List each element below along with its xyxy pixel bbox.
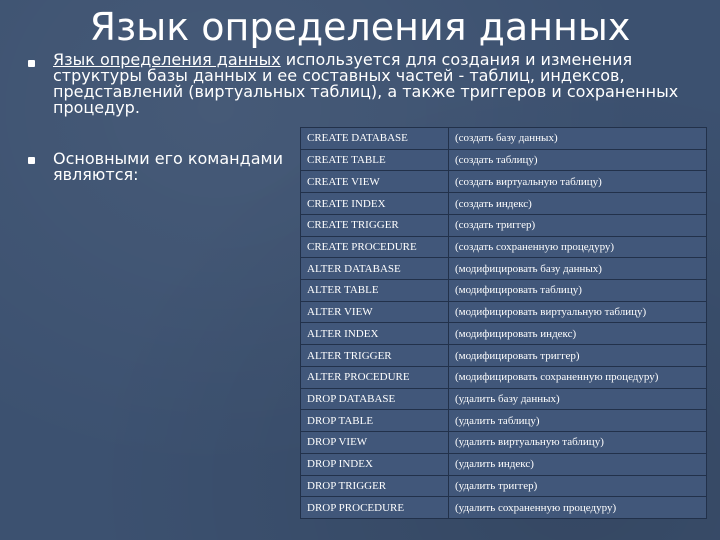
description-cell: (модифицировать индекс) bbox=[449, 323, 707, 345]
table-row bbox=[301, 236, 707, 258]
description-cell: (создать виртуальную таблицу) bbox=[449, 171, 707, 193]
table-row bbox=[301, 214, 707, 236]
command-cell: DROP VIEW bbox=[301, 432, 449, 454]
command-cell: CREATE INDEX bbox=[301, 193, 449, 215]
command-cell: DROP TRIGGER bbox=[301, 475, 449, 497]
ddl-term-link[interactable]: Язык определения данных bbox=[53, 50, 281, 69]
command-cell: CREATE TRIGGER bbox=[301, 214, 449, 236]
description-cell: (создать индекс) bbox=[449, 193, 707, 215]
command-cell: ALTER INDEX bbox=[301, 323, 449, 345]
bullet-paragraph-commands: Основными его командами являются: bbox=[53, 149, 283, 184]
table-row bbox=[301, 410, 707, 432]
table-row bbox=[301, 453, 707, 475]
bullet-paragraph-ddl bbox=[53, 52, 713, 116]
command-cell: DROP INDEX bbox=[301, 453, 449, 475]
slide-title: Язык определения данных bbox=[89, 5, 631, 49]
description-cell: (модифицировать виртуальную таблицу) bbox=[449, 301, 707, 323]
command-cell: DROP DATABASE bbox=[301, 388, 449, 410]
command-cell: ALTER TRIGGER bbox=[301, 345, 449, 367]
ddl-description: используется для создания и изменения структуры базы данных и ее составных частей - таблиц, индексов, представлений (виртуальных таблиц), а также триггеров и сохраненных процедур. bbox=[53, 50, 679, 117]
table-row bbox=[301, 193, 707, 215]
description-cell: (удалить триггер) bbox=[449, 475, 707, 497]
table-row bbox=[301, 475, 707, 497]
description-cell: (удалить индекс) bbox=[449, 453, 707, 475]
bullet-marker bbox=[28, 157, 35, 164]
table-row bbox=[301, 128, 707, 150]
command-cell: ALTER VIEW bbox=[301, 301, 449, 323]
table-row bbox=[301, 301, 707, 323]
command-cell: ALTER PROCEDURE bbox=[301, 366, 449, 388]
description-cell: (удалить таблицу) bbox=[449, 410, 707, 432]
table-row bbox=[301, 280, 707, 302]
table-row bbox=[301, 171, 707, 193]
description-cell: (модифицировать сохраненную процедуру) bbox=[449, 366, 707, 388]
table-row bbox=[301, 432, 707, 454]
description-cell: (удалить сохраненную процедуру) bbox=[449, 497, 707, 519]
table-row bbox=[301, 258, 707, 280]
command-cell: ALTER DATABASE bbox=[301, 258, 449, 280]
description-cell: (модифицировать триггер) bbox=[449, 345, 707, 367]
description-cell: (удалить виртуальную таблицу) bbox=[449, 432, 707, 454]
command-cell: DROP TABLE bbox=[301, 410, 449, 432]
table-row bbox=[301, 388, 707, 410]
description-cell: (создать таблицу) bbox=[449, 149, 707, 171]
description-cell: (удалить базу данных) bbox=[449, 388, 707, 410]
table-row bbox=[301, 323, 707, 345]
description-cell: (модифицировать базу данных) bbox=[449, 258, 707, 280]
table-row bbox=[301, 366, 707, 388]
command-cell: ALTER TABLE bbox=[301, 280, 449, 302]
command-cell: CREATE DATABASE bbox=[301, 128, 449, 150]
table-row bbox=[301, 497, 707, 519]
description-cell: (создать триггер) bbox=[449, 214, 707, 236]
command-cell: CREATE TABLE bbox=[301, 149, 449, 171]
table-row bbox=[301, 149, 707, 171]
description-cell: (модифицировать таблицу) bbox=[449, 280, 707, 302]
description-cell: (создать базу данных) bbox=[449, 128, 707, 150]
table-row bbox=[301, 345, 707, 367]
command-cell: DROP PROCEDURE bbox=[301, 497, 449, 519]
command-cell: CREATE VIEW bbox=[301, 171, 449, 193]
ddl-commands-body bbox=[301, 128, 707, 519]
description-cell: (создать сохраненную процедуру) bbox=[449, 236, 707, 258]
ddl-commands-table bbox=[300, 127, 707, 519]
bullet-marker bbox=[28, 60, 35, 67]
command-cell: CREATE PROCEDURE bbox=[301, 236, 449, 258]
